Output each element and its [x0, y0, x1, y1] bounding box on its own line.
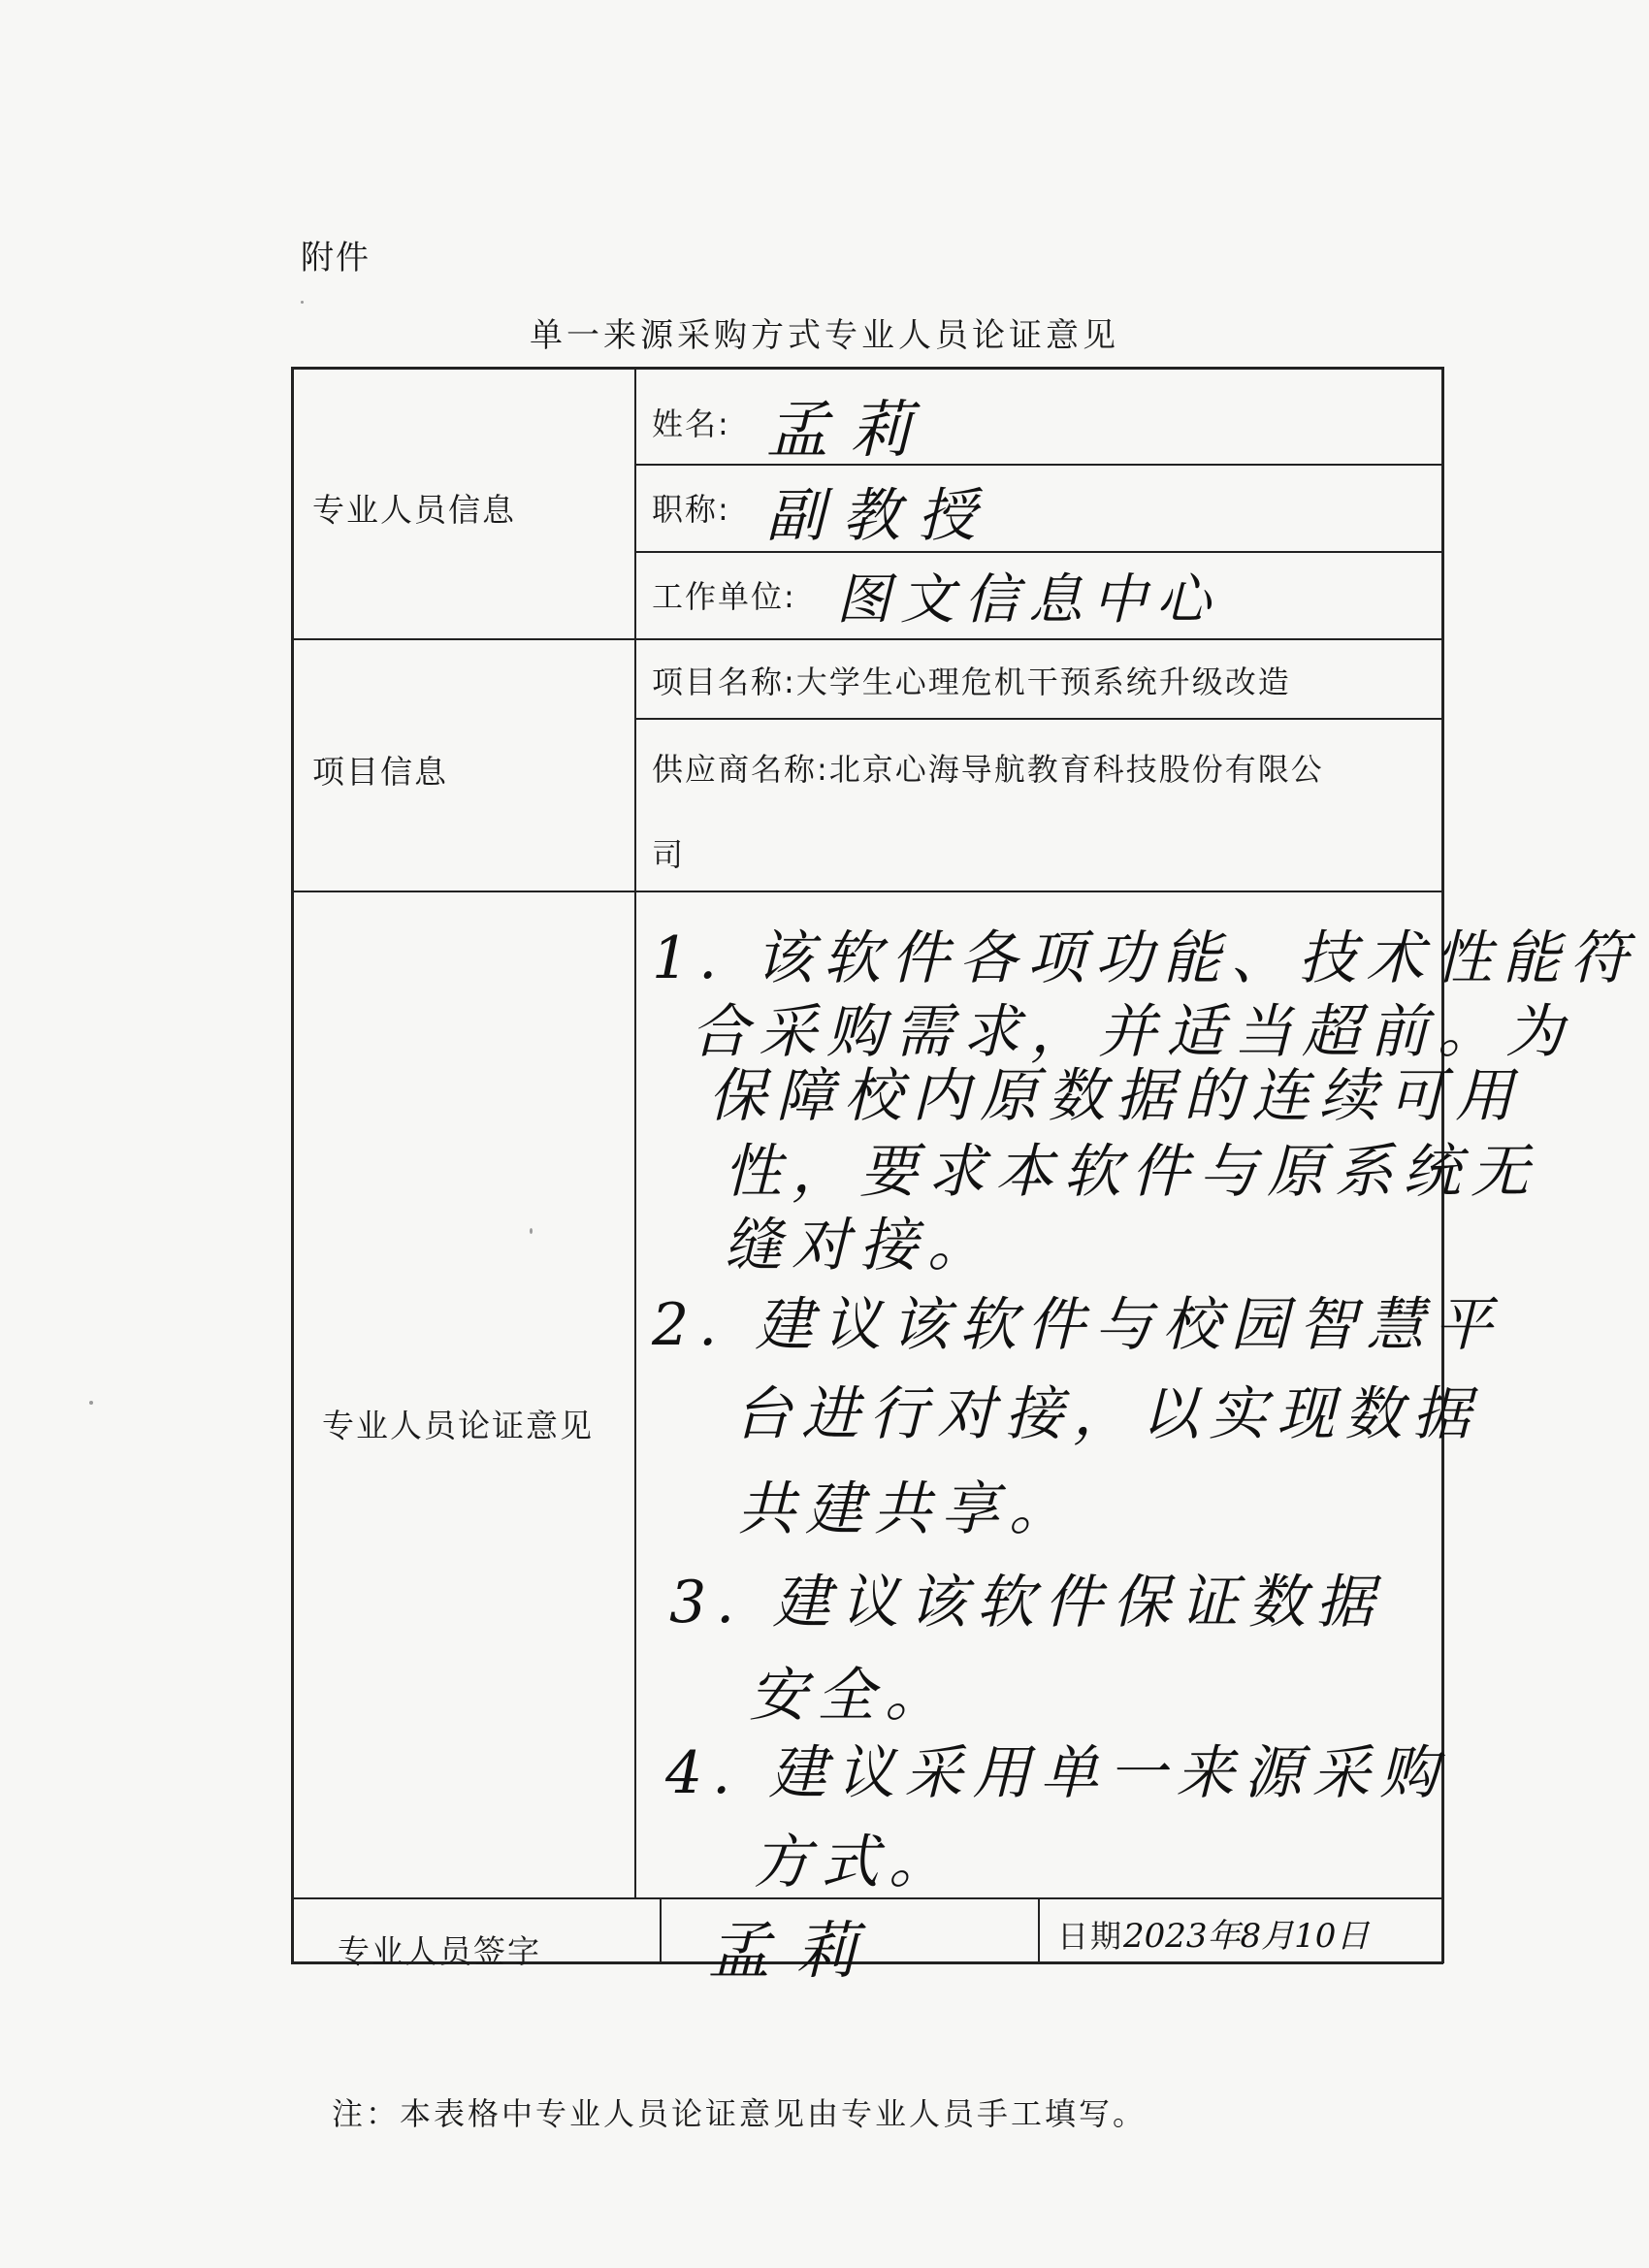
table-border-top [291, 367, 1443, 370]
opinion-line-6: 2. 建议该软件与校园智慧平 [652, 1291, 1503, 1359]
footnote: 注：本表格中专业人员论证意见由专业人员手工填写。 [332, 2095, 1148, 2132]
opinion-line-9: 3. 建议该软件保证数据 [669, 1569, 1384, 1636]
opinion-line-1: 1. 该软件各项功能、技术性能符 [652, 924, 1638, 992]
opinion-line-7: 台进行对接，以实现数据 [733, 1380, 1480, 1448]
attachment-label: 附件 [301, 239, 371, 277]
supplier-name-label: 供应商名称: [652, 751, 829, 788]
unit-label: 工作单位: [652, 578, 796, 615]
project-info-label: 项目信息 [312, 753, 448, 791]
opinion-line-11: 4. 建议采用单一来源采购 [665, 1739, 1448, 1807]
scan-speck [301, 301, 304, 304]
date-field [1057, 1909, 1369, 1957]
opinion-line-4: 性，要求本软件与原系统无 [724, 1138, 1538, 1206]
supplier-name-continued: 司 [652, 836, 686, 873]
row-divider-project-end [291, 891, 1443, 892]
signature-divider-2 [1038, 1897, 1040, 1963]
row-divider-personnel-1 [634, 464, 1443, 466]
opinion-line-2: 合采购需求，并适当超前。为 [691, 998, 1573, 1066]
document-title: 单一来源采购方式专业人员论证意见 [530, 316, 1119, 355]
supplier-name-value: 北京心海导航教育科技股份有限公 [828, 751, 1324, 788]
row-divider-personnel-2 [634, 551, 1443, 553]
unit-value-handwritten: 图文信息中心 [836, 568, 1220, 632]
signature-handwritten: 孟莉 [708, 1916, 883, 1988]
opinion-line-12: 方式。 [753, 1829, 956, 1896]
opinion-line-8: 共建共享。 [737, 1475, 1077, 1543]
date-value-handwritten: 2023年8月10日 [1123, 1917, 1370, 1956]
row-divider-personnel-end [291, 638, 1443, 640]
row-divider-project-1 [634, 718, 1443, 720]
column-divider [634, 367, 636, 1899]
name-label: 姓名: [652, 405, 730, 442]
personnel-info-label: 专业人员信息 [312, 491, 516, 529]
scan-speck [89, 1401, 93, 1405]
opinion-line-10: 安全。 [749, 1662, 953, 1730]
table-border-left [291, 367, 294, 1963]
opinion-line-5: 缝对接。 [724, 1212, 995, 1280]
project-name-value: 大学生心理危机干预系统升级改造 [795, 664, 1291, 700]
project-name-label: 项目名称: [652, 664, 796, 700]
signature-divider-1 [660, 1897, 662, 1963]
name-value-handwritten: 孟莉 [766, 395, 933, 467]
opinion-label: 专业人员论证意见 [322, 1407, 594, 1444]
scan-speck [530, 1228, 533, 1234]
signature-label: 专业人员签字 [338, 1932, 541, 1970]
project-name [652, 658, 1291, 702]
title-value-handwritten: 副教授 [766, 482, 993, 550]
opinion-line-3: 保障校内原数据的连续可用 [708, 1062, 1523, 1130]
title-label: 职称: [652, 491, 730, 528]
supplier-name [652, 745, 1324, 790]
date-label: 日期 [1057, 1918, 1124, 1955]
